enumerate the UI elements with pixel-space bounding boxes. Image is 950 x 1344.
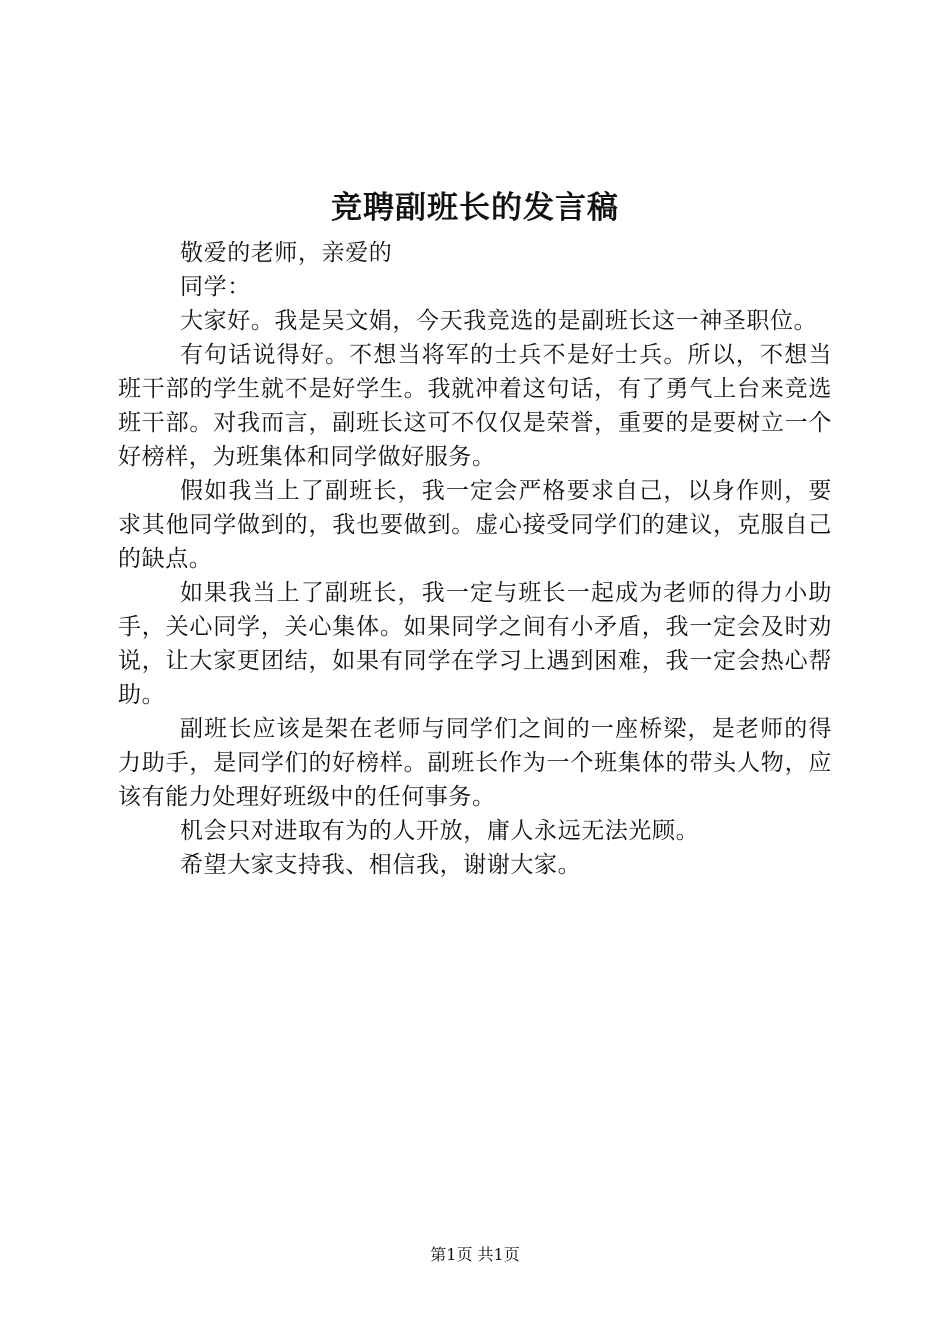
paragraph-self-discipline: 假如我当上了副班长，我一定会严格要求自己，以身作则，要求其他同学做到的，我也要做到。虚心接受同学们的建议，克服自己的缺点。	[118, 478, 832, 572]
document-body	[118, 236, 832, 882]
greeting-line: 敬爱的老师，亲爱的	[180, 240, 393, 266]
greeting-line-continued: 同学：	[180, 274, 251, 300]
page-footer: 第1页 共1页	[430, 1245, 520, 1264]
paragraph-motivation: 有句话说得好。不想当将军的士兵不是好士兵。所以，不想当班干部的学生就不是好学生。我就冲着这句话，有了勇气上台来竞选班干部。对我而言，副班长这可不仅仅是荣誉，重要的是要树立一个好榜样，为班集体和同学做好服务。	[118, 342, 832, 470]
paragraph-helping-classmates: 如果我当上了副班长，我一定与班长一起成为老师的得力小助手，关心同学，关心集体。如果同学之间有小矛盾，我一定会及时劝说，让大家更团结，如果有同学在学习上遇到困难，我一定会热心帮助。	[118, 580, 832, 708]
paragraph-role-description: 副班长应该是架在老师与同学们之间的一座桥梁，是老师的得力助手，是同学们的好榜样。副班长作为一个班集体的带头人物，应该有能力处理好班级中的任何事务。	[118, 716, 832, 810]
document-title: 竞聘副班长的发言稿	[331, 190, 619, 226]
paragraph-closing: 希望大家支持我、相信我，谢谢大家。	[180, 852, 582, 878]
paragraph-opportunity: 机会只对进取有为的人开放，庸人永远无法光顾。	[180, 818, 700, 844]
paragraph-introduction: 大家好。我是吴文娟，今天我竞选的是副班长这一神圣职位。	[180, 308, 818, 334]
